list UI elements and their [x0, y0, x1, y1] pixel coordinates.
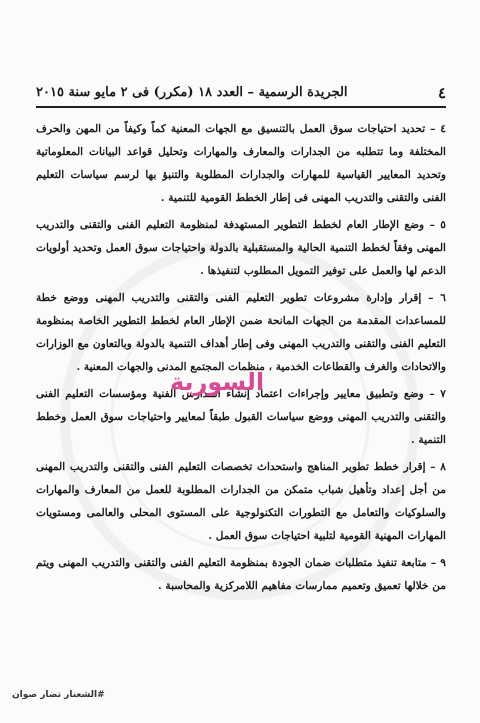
- page-number: ٤: [437, 84, 446, 102]
- paragraph-8: ٨ – إقرار خطط تطوير المناهج واستحداث تخصصات التعليم الفنى والتقنى والتدريب المهنى من أجل إعداد وتأهيل شباب متمكن من الجدارات المطلوبة للعمل من المعارف والمهارات والسلوكيات والتعامل مع التطورات التكنولوجية على المستوى المحلى والعالمى ومستويات المهارات المهنية القومية لتلبية احتياجات سوق العمل .: [36, 461, 446, 542]
- document-body: [36, 118, 446, 602]
- paragraph-4: ٤ – تحديد احتياجات سوق العمل بالتنسيق مع الجهات المعنية كماً وكيفاً من المهن والحرف المختلفة وما تتطلبه من الجدارات والمعارف والمهارات وتحليل قواعد البيانات المعلوماتية وتحديد المعايير القياسية للمهارات والجدارات المطلوبة والتنبؤ بها لرسم سياسات التعليم الفنى والتقنى والتدريب المهنى فى إطار الخطط القومية للتنمية .: [36, 123, 446, 204]
- paragraph-5: ٥ – وضع الإطار العام لخطط التطوير المستهدفة لمنظومة التعليم الفنى والتقنى والتدريب المهنى وفقاً لخطط التنمية الحالية والمستقبلية بالدولة واحتياجات سوق العمل وتحديد أولويات الدعم لها والعمل على توفير التمويل المطلوب لتنفيذها .: [36, 219, 446, 277]
- footer-hashtag: #الشعنار تضار صوان: [12, 690, 105, 700]
- paragraph-9: ٩ – متابعة تنفيذ متطلبات ضمان الجودة بمنظومة التعليم الفنى والتقنى والتدريب المهنى ويتم من خلالها تعميق وتعميم ممارسات مفاهيم اللامركزية والمحاسبة .: [36, 557, 446, 592]
- site-logo: السورية: [170, 368, 265, 396]
- header-title: الجريدة الرسمية – العدد ١٨ (مكرر) فى ٢ مايو سنة ٢٠١٥: [36, 85, 348, 100]
- paragraph-7: ٧ – وضع وتطبيق معايير وإجراءات اعتماد إنشاء المدارس الفنية ومؤسسات التعليم الفنى والتقنى والتدريب المهنى ووضع سياسات القبول طبقاً لمعايير واحتياجات سوق العمل وخطط التنمية .: [36, 388, 446, 446]
- page-header: [36, 84, 446, 108]
- paragraph-6: ٦ – إقرار وإدارة مشروعات تطوير التعليم الفنى والتقنى والتدريب المهنى ووضع خطة للمساعدات المقدمة من الجهات المانحة ضمن الإطار العام لخطط التطوير الخاصة بمنظومة التعليم الفنى والتقنى والتدريب المهنى وفى إطار أهداف التنمية بالدولة وبالتعاون مع الوزارات والاتحادات والغرف والقطاعات الخدمية ، منظمات المجتمع المدنى والجهات المعنية .: [36, 292, 446, 373]
